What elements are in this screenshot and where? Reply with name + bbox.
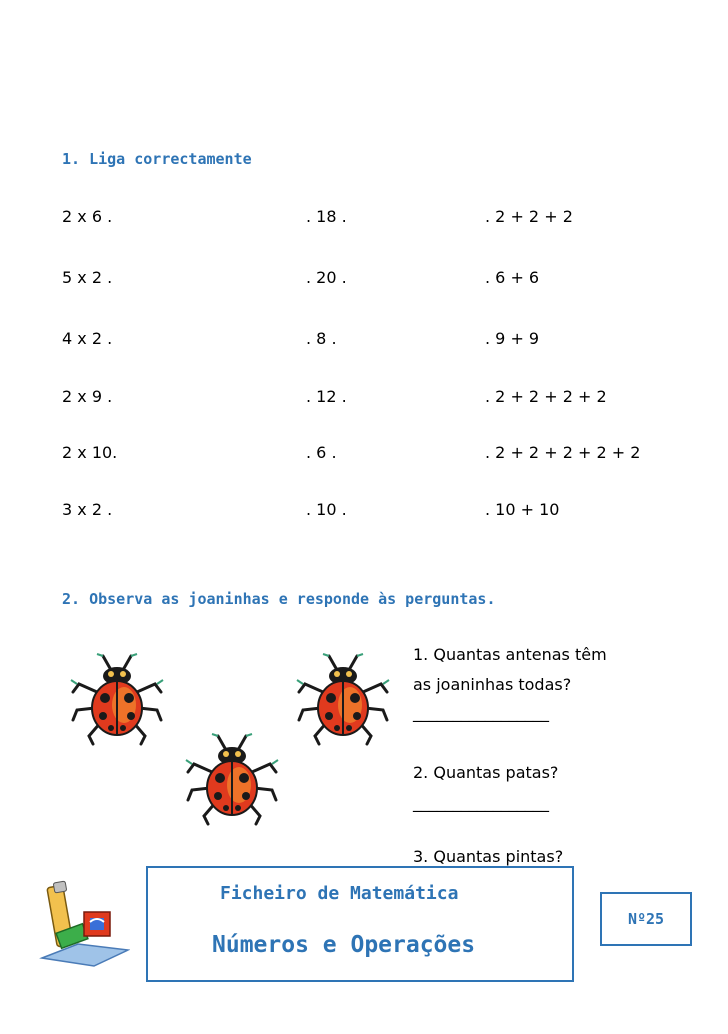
- ladybug-icon: [176, 730, 288, 830]
- middle-result: . 10 .: [306, 500, 347, 519]
- ladybug-icon: [290, 650, 396, 750]
- exercise-2-heading: 2. Observa as joaninhas e responde às perguntas.: [62, 590, 496, 608]
- middle-result: . 6 .: [306, 443, 337, 462]
- question-1-line-2: as joaninhas todas?: [413, 675, 572, 694]
- question-1-line-1: 1. Quantas antenas têm: [413, 645, 607, 664]
- left-expression: 2 x 10.: [62, 443, 118, 462]
- right-sum: . 2 + 2 + 2 + 2 + 2: [485, 443, 641, 462]
- right-sum: . 6 + 6: [485, 268, 540, 287]
- right-sum: . 10 + 10: [485, 500, 560, 519]
- left-expression: 4 x 2 .: [62, 329, 113, 348]
- left-expression: 2 x 6 .: [62, 207, 113, 226]
- right-sum: . 9 + 9: [485, 329, 540, 348]
- question-3: 3. Quantas pintas?: [413, 847, 564, 866]
- answer-line-2[interactable]: _________________: [413, 793, 549, 812]
- school-supplies-logo-icon: [38, 878, 130, 968]
- left-expression: 5 x 2 .: [62, 268, 113, 287]
- middle-result: . 12 .: [306, 387, 347, 406]
- answer-line-1[interactable]: _________________: [413, 703, 549, 722]
- middle-result: . 8 .: [306, 329, 337, 348]
- left-expression: 2 x 9 .: [62, 387, 113, 406]
- middle-result: . 20 .: [306, 268, 347, 287]
- footer-title: Ficheiro de Matemática: [220, 883, 459, 904]
- ladybug-icon: [64, 650, 170, 750]
- left-expression: 3 x 2 .: [62, 500, 113, 519]
- footer-subtitle: Números e Operações: [212, 932, 476, 958]
- right-sum: . 2 + 2 + 2 + 2: [485, 387, 607, 406]
- right-sum: . 2 + 2 + 2: [485, 207, 573, 226]
- question-2: 2. Quantas patas?: [413, 763, 559, 782]
- middle-result: . 18 .: [306, 207, 347, 226]
- sheet-number-badge: Nº25: [600, 892, 692, 946]
- exercise-1-heading: 1. Liga correctamente: [62, 150, 252, 168]
